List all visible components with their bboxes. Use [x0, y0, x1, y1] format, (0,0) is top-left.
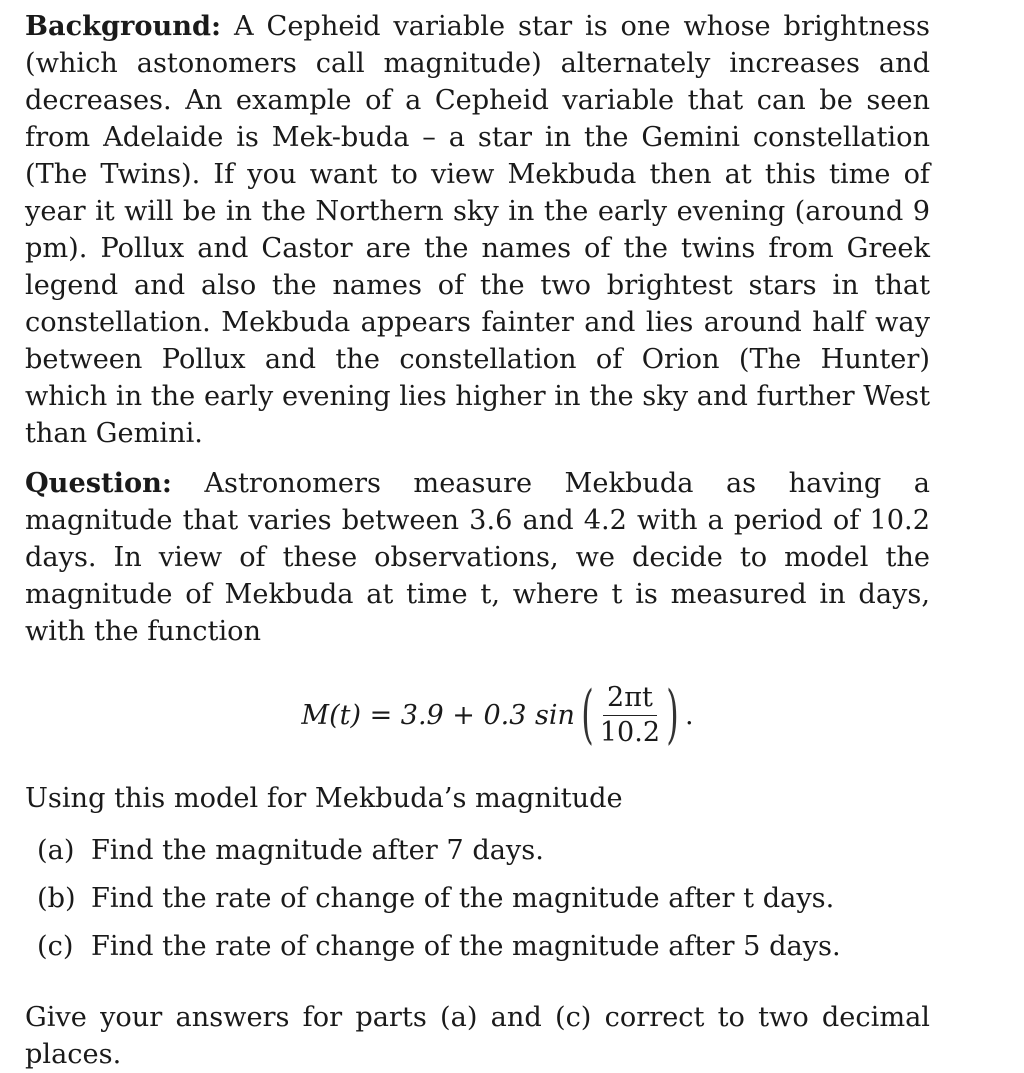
part-text: Find the magnitude after 7 days.	[91, 835, 544, 866]
list-item	[37, 832, 930, 880]
document-page	[25, 8, 930, 1073]
background-label: Background:	[25, 10, 222, 42]
right-paren: )	[666, 678, 679, 752]
background-text: A Cepheid variable star is one whose brightness (which astonomers call magnitude) alternately increases and decreases. An example of a Cepheid variable that can be seen from Adelaide is Mek-buda – a star in the Gemini constellation (The Twins). If you want to view Mekbuda then at this time of year it will be in the Northern sky in the early evening (around 9 pm). Pollux and Castor are the names of the twins from Greek legend and also the names of the two brightest stars in that constellation. Mekbuda appears fainter and lies around half way between Pollux and the constellation of Orion (The Hunter) which in the early evening lies higher in the sky and further West than Gemini.	[25, 11, 930, 449]
background-paragraph	[25, 8, 930, 452]
model-intro: Using this model for Mekbuda’s magnitude	[25, 783, 623, 814]
part-label: (c)	[37, 931, 74, 962]
question-text: Astronomers measure Mekbuda as having a magnitude that varies between 3.6 and 4.2 with a period of 10.2 days. In view of these observations, we decide to model the magnitude of Mekbuda at time t, where t is measured in days, with the function	[25, 468, 930, 647]
fraction-numerator: 2πt	[603, 682, 657, 715]
question-paragraph	[25, 465, 930, 650]
fraction-denominator: 10.2	[599, 716, 660, 748]
question-parts	[37, 832, 930, 976]
equation-lhs: M(t) = 3.9 + 0.3 sin	[301, 699, 575, 731]
magnitude-equation	[65, 650, 930, 780]
part-text: Find the rate of change of the magnitude after t days.	[91, 883, 835, 914]
part-text: Find the rate of change of the magnitude after 5 days.	[91, 931, 841, 962]
equation-fraction	[596, 682, 664, 747]
list-item	[37, 928, 930, 976]
part-label: (a)	[37, 835, 75, 866]
part-label: (b)	[37, 883, 76, 914]
equation-period: .	[684, 699, 694, 731]
left-paren: (	[581, 678, 594, 752]
closing-instruction: Give your answers for parts (a) and (c) correct to two decimal places.	[25, 1002, 930, 1070]
question-label: Question:	[25, 467, 172, 499]
list-item	[37, 880, 930, 928]
